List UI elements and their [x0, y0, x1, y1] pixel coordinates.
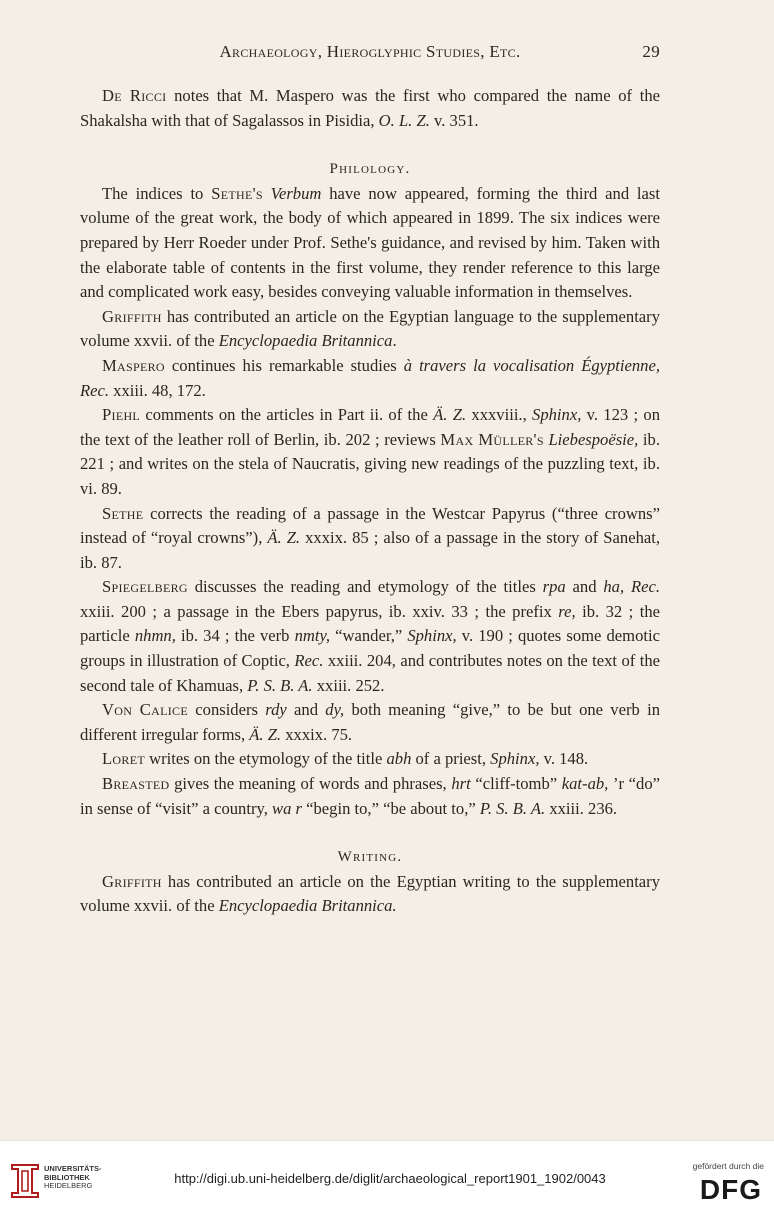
- paragraph-spiegelberg: [80, 575, 660, 698]
- paragraph-piehl: [80, 403, 660, 501]
- section-gap: [80, 133, 660, 157]
- text-run: ib. 34 ; the verb: [175, 626, 295, 646]
- paragraph-sethe-westcar: [80, 502, 660, 576]
- funded-by-label: gefördert durch die: [692, 1161, 764, 1171]
- author-name: De Ricci: [102, 86, 167, 105]
- library-name: [44, 1165, 124, 1191]
- section-gap: [80, 821, 660, 845]
- text-run: xxxviii.,: [466, 405, 533, 425]
- dfg-logo: DFG: [699, 1174, 762, 1205]
- paragraph-breasted: [80, 772, 660, 821]
- author-name: Maspero: [102, 355, 165, 375]
- author-name: Griffith: [102, 306, 162, 326]
- text-run: xxiii. 200 ; a passage in the Ebers papyrus, ib. xxiv. 33 ; the prefix: [80, 601, 559, 621]
- text-run: notes that M. Maspero was the first who compared the name of the Shakalsha with that of Sagalassos in Pisidia,: [80, 86, 660, 130]
- paragraph-sethe-verbum: [80, 182, 660, 305]
- citation: Ä. Z.: [267, 528, 301, 548]
- work-title: Liebespoësie,: [548, 429, 639, 449]
- paragraph-loret: [80, 747, 660, 772]
- text-run: v. 123 ; on the text of the leather roll of Berlin, ib. 202 ; reviews: [80, 405, 660, 449]
- text-run: xxiii. 252.: [312, 675, 385, 695]
- author-name: Sethe: [102, 503, 144, 523]
- work-title: Verbum: [270, 183, 322, 203]
- text-run: .: [392, 331, 397, 351]
- paragraph-griffith-writing: [80, 870, 660, 919]
- author-name: Piehl: [102, 405, 141, 425]
- term: re,: [558, 601, 576, 621]
- citation: Sphinx,: [532, 405, 582, 425]
- work-title: Encyclopaedia Britannica.: [218, 896, 397, 916]
- paragraph-griffith-language: [80, 305, 660, 354]
- section-heading-writing: Writing.: [337, 849, 403, 866]
- paragraph-von-calice: [80, 698, 660, 747]
- author-name: Sethe's: [211, 183, 263, 203]
- library-name-line: UNIVERSITÄTS-: [44, 1164, 102, 1173]
- body-text: [80, 84, 660, 919]
- term: kat-ab,: [561, 774, 609, 794]
- text-run: xxiii. 236.: [545, 798, 618, 818]
- text-run: ib. 221 ; and writes on the stela of Naucratis, giving new readings of the puzzling text, ib. vi. 89.: [80, 429, 660, 498]
- permalink-url[interactable]: http://digi.ub.uni-heidelberg.de/diglit/archaeological_report1901_1902/0043: [174, 1171, 606, 1186]
- term: wa r: [272, 798, 302, 818]
- text-run: continues his remarkable studies: [164, 355, 404, 375]
- page-number: 29: [642, 42, 660, 61]
- citation: Rec.: [294, 651, 324, 671]
- term: nhmn,: [134, 626, 176, 646]
- text-run: considers: [188, 700, 266, 720]
- term: dy,: [325, 700, 345, 720]
- citation: Sphinx,: [490, 749, 540, 769]
- term: abh: [386, 749, 412, 769]
- digitization-footer: [0, 1140, 774, 1211]
- running-head: [80, 42, 660, 70]
- text-run: has contributed an article on the Egyptian language to the supplementary volume xxvii. of the: [80, 306, 660, 351]
- text-run: of a priest,: [411, 749, 491, 769]
- term: rpa: [542, 577, 566, 597]
- term: hrt: [451, 774, 471, 794]
- text-run: ’r “do” in sense of “visit” a country,: [80, 774, 660, 818]
- text-run: comments on the articles in Part ii. of the: [140, 405, 434, 425]
- work-title: Encyclopaedia Britannica: [218, 331, 393, 351]
- citation: P. S. B. A.: [479, 798, 546, 818]
- text-run: have now appeared, forming the third and last volume of the great work, the body of which appeared in 1899. The six indices were prepared by Herr Roeder under Prof. Sethe's guidance, and revised by him. Taken with the elaborate table of contents in the first volume, they render reference to this large and complicated work easy, besides conveying valuable information in themselves.: [80, 183, 660, 302]
- text-run: discusses the reading and etymology of the titles: [187, 577, 543, 597]
- term: ha, Rec.: [603, 577, 660, 597]
- text-run: The indices to: [102, 183, 212, 203]
- text-run: and: [286, 700, 326, 720]
- text-run: v. 351.: [429, 110, 479, 130]
- author-name: Spiegelberg: [102, 577, 188, 597]
- text-run: has contributed an article on the Egyptian writing to the supplementary volume xxvii. of the: [80, 871, 660, 916]
- text-run: and: [565, 577, 604, 597]
- running-head-title: Archaeology, Hieroglyphic Studies, Etc.: [219, 42, 521, 61]
- section-heading-philology: Philology.: [329, 161, 411, 178]
- text-run: “begin to,” “be about to,”: [302, 798, 480, 818]
- citation: P. S. B. A.: [247, 675, 313, 695]
- author-name: Loret: [102, 749, 145, 769]
- term: rdy: [265, 700, 287, 720]
- citation: O. L. Z.: [378, 110, 430, 130]
- paragraph-de-ricci: [80, 84, 660, 133]
- heidelberg-library-logo-icon: [8, 1159, 42, 1199]
- text-run: v. 190 ; quotes some demotic groups in illustration of Coptic,: [80, 626, 660, 671]
- author-name: Breasted: [102, 774, 170, 794]
- text-run: xxxix. 85 ; also of a passage in the story of Sanehat, ib. 87.: [80, 528, 660, 572]
- work-title: à travers la vocalisation Égyptienne, Rec.: [80, 355, 660, 400]
- citation: Ä. Z.: [433, 405, 467, 425]
- text-run: ib. 32 ; the particle: [80, 601, 660, 646]
- library-name-line: BIBLIOTHEK: [44, 1172, 90, 1182]
- text-run: writes on the etymology of the title: [144, 749, 387, 769]
- text-run: “wander,”: [330, 626, 408, 646]
- text-run: corrects the reading of a passage in the Westcar Papyrus (“three crowns” instead of “royal crowns”),: [80, 503, 660, 548]
- citation: Sphinx,: [407, 626, 457, 646]
- author-name: Griffith: [102, 871, 162, 891]
- citation: Ä. Z.: [249, 724, 282, 744]
- author-name: Max Müller's: [440, 429, 544, 449]
- author-name: Von Calice: [102, 700, 188, 720]
- text-run: xxiii. 204, and contributes notes on the text of the second tale of Khamuas,: [80, 651, 660, 695]
- paragraph-maspero: [80, 354, 660, 403]
- library-name-line: HEIDELBERG: [44, 1181, 93, 1190]
- text-run: gives the meaning of words and phrases,: [169, 774, 452, 794]
- text-run: v. 148.: [539, 749, 589, 769]
- text-run: “cliff-tomb”: [470, 774, 562, 794]
- term: nmty,: [294, 626, 331, 646]
- text-run: xxiii. 48, 172.: [109, 380, 206, 400]
- text-run: both meaning “give,” to be but one verb in different irregular forms,: [80, 700, 660, 744]
- text-run: xxxix. 75.: [281, 724, 353, 744]
